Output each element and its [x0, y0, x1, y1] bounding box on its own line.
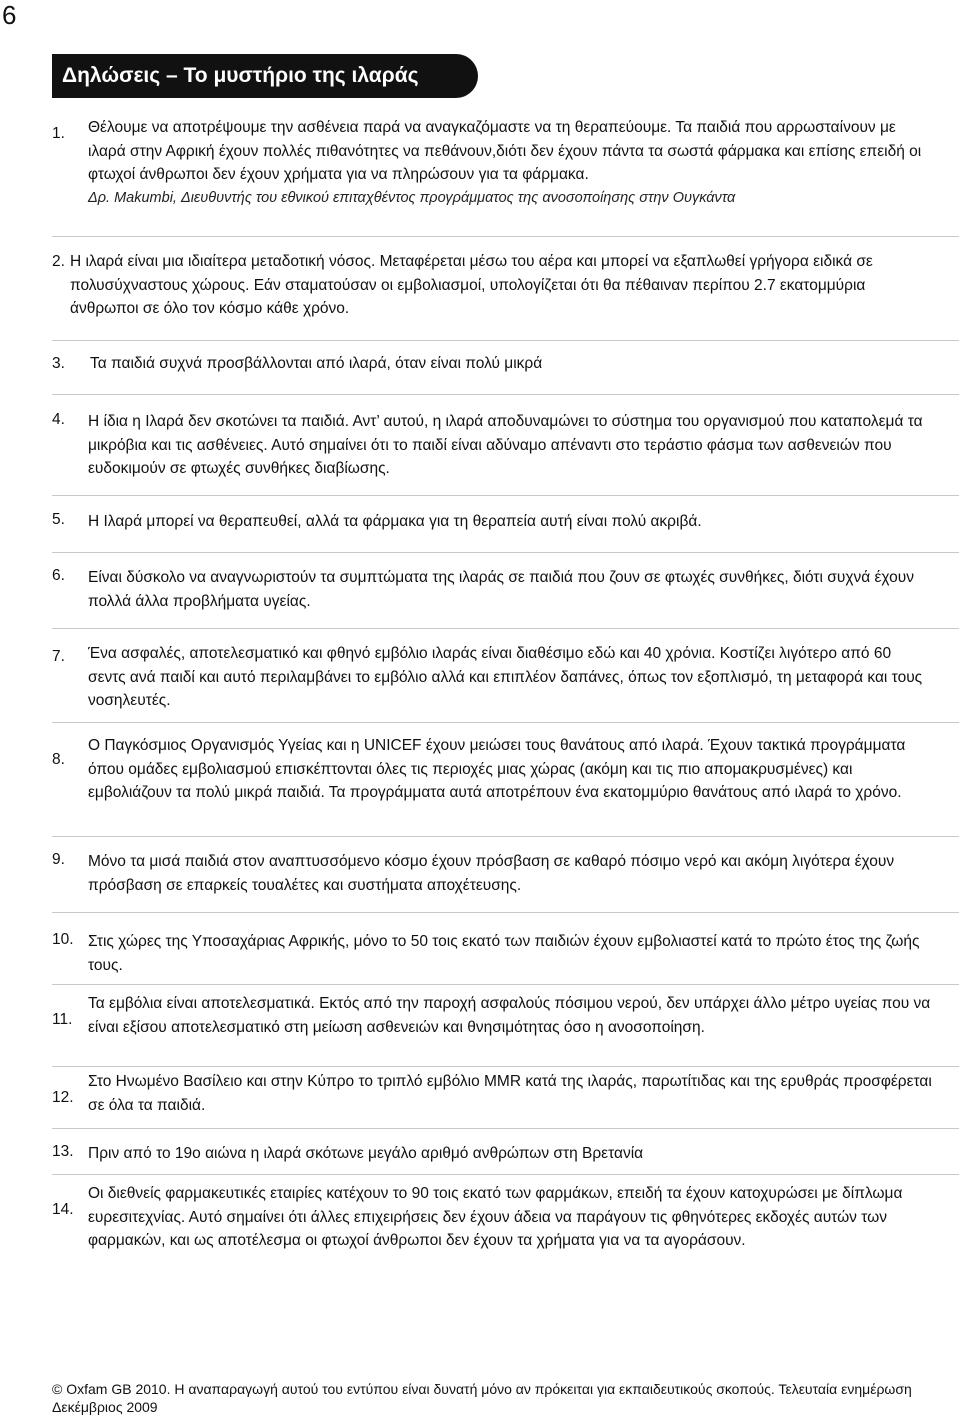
statement-number: 11. — [52, 1011, 73, 1028]
statement-number: 7. — [52, 648, 65, 665]
statement-number: 6. — [52, 567, 65, 584]
statement-text: Ένα ασφαλές, αποτελεσματικό και φθηνό εμβόλιο ιλαράς είναι διαθέσιμο εδώ και 40 χρόνια. Κοστίζει λιγότερο από 60 σεντς ανά παιδί και αυτό περιλαμβάνει το εμβόλιο αλλά και επιπλέον δαπάνες, όπως τον εξοπλισμό, τη μεταφορά και τους νοσηλευτές. — [88, 645, 923, 709]
divider — [52, 912, 959, 913]
page-title: Δηλώσεις – Το μυστήριο της ιλαράς — [52, 54, 478, 98]
statement-text: Η ίδια η Ιλαρά δεν σκοτώνει τα παιδιά. Αντ’ αυτού, η ιλαρά αποδυναμώνει το σύστημα του οργανισμού που καταπολεμά τα μικρόβια και τις ασθένειες. Αυτό σημαίνει ότι το παιδί είναι αδύναμο απέναντι στο τεράστιο φάσμα των ασθενειών που ευδοκιμούν σε φτωχές συνθήκες διαβίωσης. — [88, 413, 923, 477]
statement-number: 4. — [52, 411, 65, 428]
divider — [52, 1066, 959, 1067]
statement-text: Η ιλαρά είναι μια ιδιαίτερα μεταδοτική νόσος. Μεταφέρεται μέσω του αέρα και μπορεί να εξαπλωθεί γρήγορα ειδικά σε πολυσύχναστους χώρους. Εάν σταματούσαν οι εμβολιασμοί, υπολογίζεται ότι θα πέθαιναν περίπου 2.7 εκατομμύρια άνθρωποι σε όλο τον κόσμο κάθε χρόνο. — [70, 253, 873, 317]
divider — [52, 722, 959, 723]
divider — [52, 836, 959, 837]
statement-number: 5. — [52, 511, 65, 528]
statement-text: Οι διεθνείς φαρμακευτικές εταιρίες κατέχουν το 90 τοις εκατό των φαρμάκων, επειδή τα έχουν κατοχυρώσει με δίπλωμα ευρεσιτεχνίας. Αυτό σημαίνει ότι άλλες επιχειρήσεις δεν έχουν άδεια να παράγουν τις φθηνότερες εκδοχές αυτών των φαρμακών, και ως αποτέλεσμα οι φτωχοί άνθρωποι δεν έχουν τα χρήματα για να τα αγοράσουν. — [88, 1185, 903, 1249]
divider — [52, 236, 959, 237]
statement-text: Είναι δύσκολο να αναγνωριστούν τα συμπτώματα της ιλαράς σε παιδιά που ζουν σε φτωχές συνθήκες, διότι συχνά έχουν πολλά άλλα προβλήματα υγείας. — [88, 569, 914, 610]
divider — [52, 628, 959, 629]
divider — [52, 1128, 959, 1129]
divider — [52, 1174, 959, 1175]
statement-number: 12. — [52, 1089, 74, 1106]
statement-text: Πριν από το 19ο αιώνα η ιλαρά σκότωνε μεγάλο αριθμό ανθρώπων στη Βρετανία — [88, 1145, 644, 1162]
statement-text: Στις χώρες της Υποσαχάριας Αφρικής, μόνο το 50 τοις εκατό των παιδιών έχουν εμβολιαστεί κατά το πρώτο έτος της ζωής τους. — [88, 933, 920, 974]
statement-text: Μόνο τα μισά παιδιά στον αναπτυσσόμενο κόσμο έχουν πρόσβαση σε καθαρό πόσιμο νερό και ακόμη λιγότερα έχουν πρόσβαση σε επαρκείς τουαλέτες και συστήματα αποχέτευσης. — [88, 853, 895, 894]
statement-number: 10. — [52, 931, 74, 948]
divider — [52, 340, 959, 341]
statement-text: Θέλουμε να αποτρέψουμε την ασθένεια παρά να αναγκαζόμαστε να τη θεραπεύουμε. Τα παιδιά που αρρωσταίνουν με ιλαρά στην Αφρική έχουν πολλές πιθανότητες να πεθάνουν,διότι δεν έχουν πάντα τα σωστά φάρμακα και επίσης επειδή οι φτωχοί άνθρωποι δεν έχουν χρήματα για να πληρώσουν για τα φάρμακα. — [88, 119, 922, 183]
statement-number: 2. — [52, 253, 65, 270]
footer-copyright: © Oxfam GB 2010. Η αναπαραγωγή αυτού του εντύπου είναι δυνατή μόνο αν πρόκειται για εκπαιδευτικούς σκοπούς. Τελευταία ενημέρωση Δεκέμβριος 2009 — [52, 1381, 912, 1415]
statement-attribution: Δρ. Makumbi, Διευθυντής του εθνικού επιταχθέντος προγράμματος της ανοσοποίησης στην Ουγκάντα — [88, 189, 736, 206]
statement-text: Η Ιλαρά μπορεί να θεραπευθεί, αλλά τα φάρμακα για τη θεραπεία αυτή είναι πολύ ακριβά. — [88, 513, 702, 530]
statement-text: Στο Ηνωμένο Βασίλειο και στην Κύπρο το τριπλό εμβόλιο MMR κατά της ιλαράς, παρωτίτιδας και της ερυθράς προσφέρεται σε όλα τα παιδιά. — [88, 1073, 932, 1114]
statement-text: Τα εμβόλια είναι αποτελεσματικά. Εκτός από την παροχή ασφαλούς πόσιμου νερού, δεν υπάρχει άλλο μέτρο υγείας που να είναι εξίσου αποτελεσματικό στη μείωση ασθενειών και θνησιμότητας όσο η ανοσοποίηση. — [88, 995, 931, 1036]
statement-number: 9. — [52, 851, 65, 868]
statement-text: Τα παιδιά συχνά προσβάλλονται από ιλαρά, όταν είναι πολύ μικρά — [90, 355, 543, 372]
statement-number: 14. — [52, 1201, 74, 1218]
statement-number: 1. — [52, 125, 65, 142]
page-number: 6 — [2, 0, 17, 30]
divider — [52, 984, 959, 985]
divider — [52, 552, 959, 553]
divider — [52, 394, 959, 395]
statement-number: 3. — [52, 355, 65, 372]
statement-text: Ο Παγκόσμιος Οργανισμός Υγείας και η UNICEF έχουν μειώσει τους θανάτους από ιλαρά. Έχουν τακτικά προγράμματα όπου ομάδες εμβολιασμού επισκέπτονται όλες τις περιοχές μιας χώρας (ακόμη και τις πιο απομακρυσμένες) και εμβολιάζουν τα πολύ μικρά παιδιά. Τα προγράμματα αυτά αποτρέπουν ένα εκατομμύριο θανάτους από ιλαρά το χρόνο. — [88, 737, 906, 801]
statement-number: 8. — [52, 751, 65, 768]
divider — [52, 495, 959, 496]
statement-number: 13. — [52, 1143, 74, 1160]
